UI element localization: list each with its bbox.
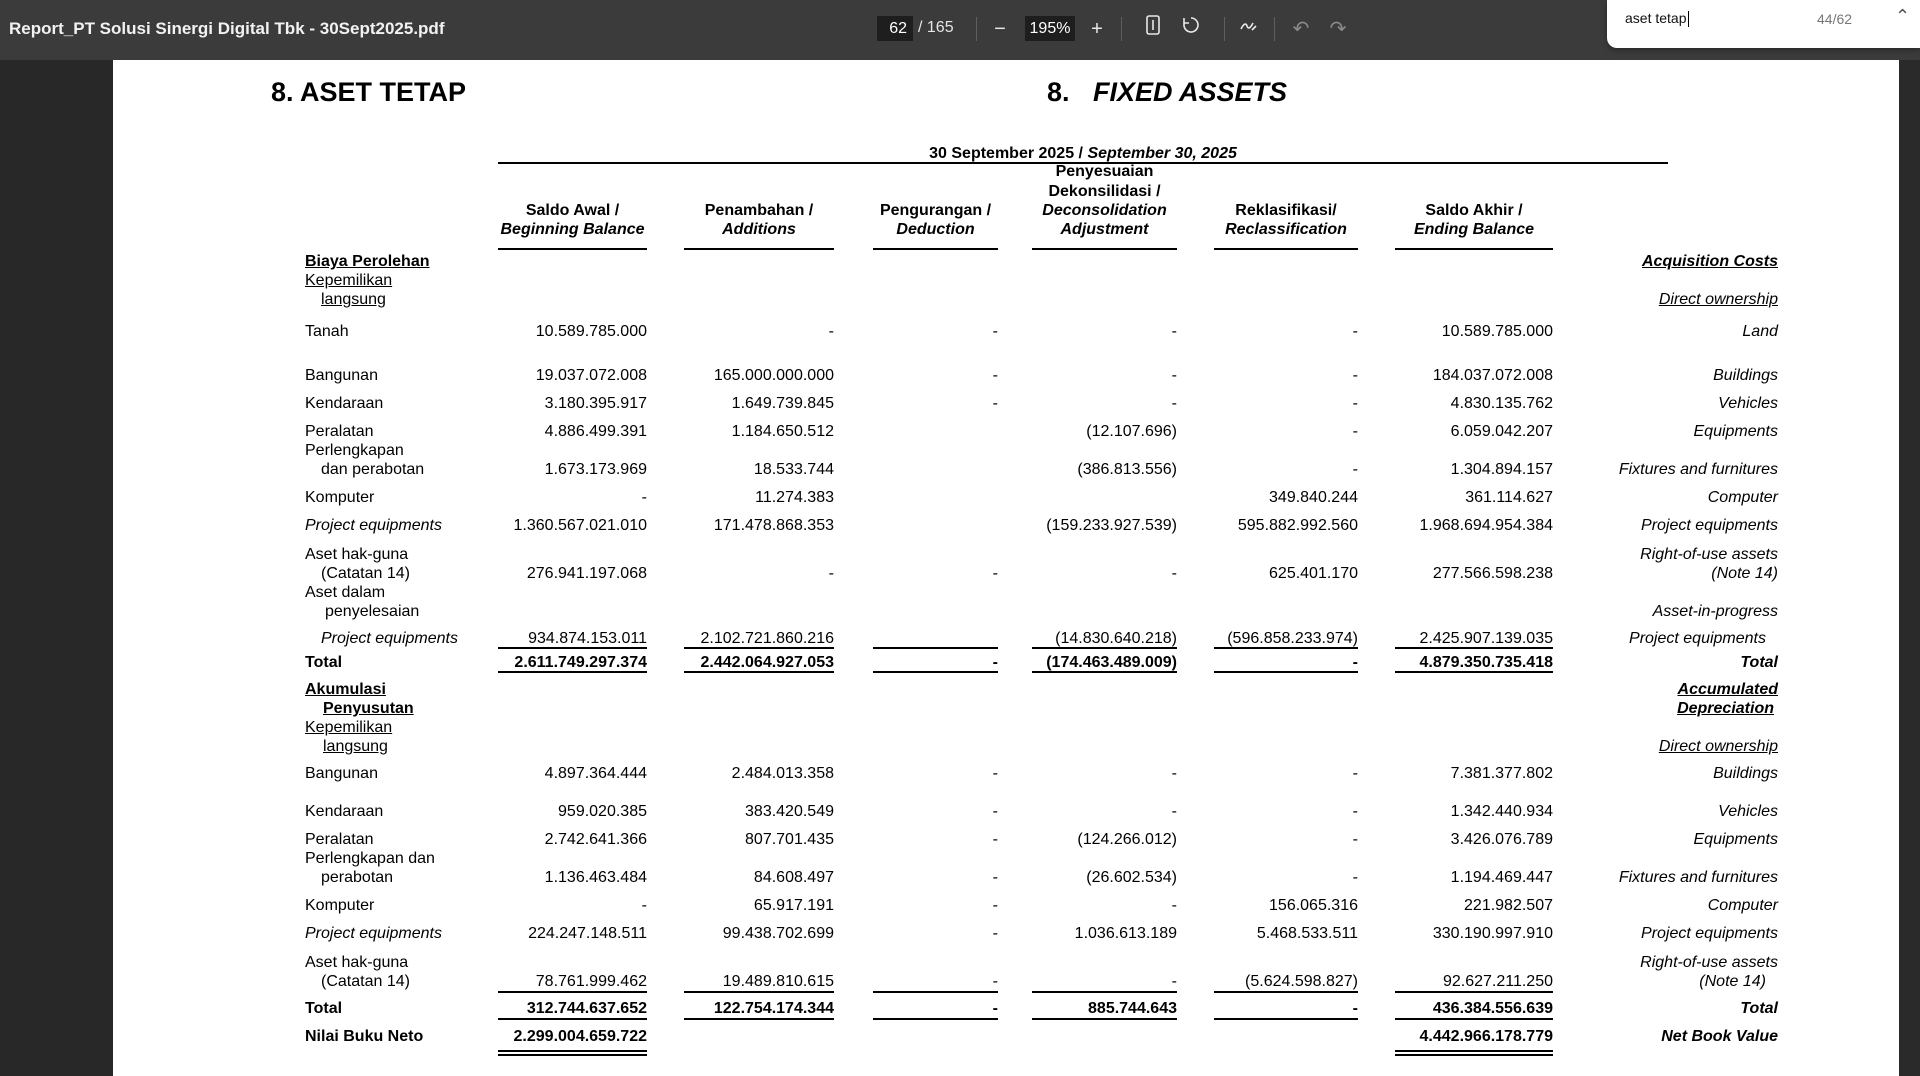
table-row-value: 2.425.907.139.035 xyxy=(1419,630,1553,647)
table-row-value: 78.761.999.462 xyxy=(535,973,647,990)
row-label: Komputer xyxy=(305,489,375,506)
table-row-value: 625.401.170 xyxy=(1269,565,1358,582)
total-rule xyxy=(1032,1018,1177,1020)
row-label: Komputer xyxy=(305,897,375,914)
row-label-en: Fixtures and furnitures xyxy=(1618,461,1778,478)
table-row-value: 361.114.627 xyxy=(1465,489,1553,506)
total-label: Total xyxy=(305,654,343,671)
table-row-value: - xyxy=(1352,395,1358,412)
table-row-value: - xyxy=(1352,461,1358,478)
table-row-value: 4.886.499.391 xyxy=(544,423,647,440)
column-header-rule xyxy=(1214,248,1358,250)
net-book-value: 2.299.004.659.722 xyxy=(513,1028,647,1045)
double-rule xyxy=(498,1050,647,1052)
row-label-en: Computer xyxy=(1707,897,1778,914)
table-row-value: - xyxy=(992,323,998,340)
subsection-label: langsung xyxy=(321,291,386,308)
column-header: Dekonsilidasi / xyxy=(1048,183,1161,200)
row-label: Project equipments xyxy=(321,630,458,647)
table-row-value: 349.840.244 xyxy=(1269,489,1358,506)
table-row-value: 3.180.395.917 xyxy=(544,395,647,412)
section-heading-en: FIXED ASSETS xyxy=(1093,77,1288,107)
table-row-value: 2.742.641.366 xyxy=(544,831,647,848)
row-label-en: (Note 14) xyxy=(1711,565,1778,582)
subsection-label-en: Direct ownership xyxy=(1658,291,1778,308)
table-row-value: 5.468.533.511 xyxy=(1256,925,1358,942)
double-rule xyxy=(498,1054,647,1056)
table-row-value: - xyxy=(992,803,998,820)
toolbar-divider xyxy=(1224,17,1225,41)
table-row-value: - xyxy=(1171,367,1177,384)
subtotal-rule xyxy=(1032,647,1177,649)
search-result-count: 44/62 xyxy=(1817,11,1853,27)
row-label: penyelesaian xyxy=(325,603,420,620)
subtotal-rule xyxy=(684,991,834,993)
table-row-value: - xyxy=(1171,803,1177,820)
total-rule xyxy=(1395,671,1553,673)
column-header: Adjustment xyxy=(1060,221,1149,238)
row-label: Perlengkapan dan xyxy=(305,850,435,867)
row-label-en: Equipments xyxy=(1693,423,1778,440)
total-row-value: 2.611.749.297.374 xyxy=(514,654,647,671)
total-row-value: 122.754.174.344 xyxy=(713,1000,834,1017)
table-row-value: 65.917.191 xyxy=(753,897,834,914)
subtotal-rule xyxy=(498,647,647,649)
table-row-value: (386.813.556) xyxy=(1077,461,1177,478)
column-header: Saldo Awal / xyxy=(525,202,620,219)
total-row-value: 312.744.637.652 xyxy=(526,1000,647,1017)
zoom-out-icon[interactable]: − xyxy=(994,18,1006,40)
column-header: Deduction xyxy=(896,221,975,238)
table-row-value: - xyxy=(1171,765,1177,782)
subtotal-rule xyxy=(1395,647,1553,649)
table-row-value: - xyxy=(828,323,834,340)
column-header: Deconsolidation xyxy=(1042,202,1167,219)
table-row-value: 92.627.211.250 xyxy=(1442,973,1553,990)
section-label: Penyusutan xyxy=(323,700,414,717)
row-label: Bangunan xyxy=(305,765,378,782)
page-total: / 165 xyxy=(918,19,954,36)
section-label: Akumulasi xyxy=(305,681,386,698)
row-label-en: Buildings xyxy=(1713,765,1778,782)
total-rule xyxy=(1214,671,1358,673)
table-row-value: 171.478.868.353 xyxy=(713,517,834,534)
table-row-value: 224.247.148.511 xyxy=(528,925,647,942)
table-row-value: (14.830.640.218) xyxy=(1055,630,1177,647)
chevron-up-icon[interactable]: ⌃ xyxy=(1895,6,1911,26)
row-label: Project equipments xyxy=(305,925,442,942)
table-row-value: 959.020.385 xyxy=(558,803,647,820)
row-label-en: Vehicles xyxy=(1718,803,1778,820)
section-number-en: 8. xyxy=(1047,77,1070,107)
subtotal-rule xyxy=(684,647,834,649)
section-label: Biaya Perolehan xyxy=(305,253,430,270)
row-label: dan perabotan xyxy=(321,461,425,478)
table-row-value: 99.438.702.699 xyxy=(722,925,834,942)
table-row-value: - xyxy=(1171,565,1177,582)
row-label-en: Right-of-use assets xyxy=(1640,954,1778,971)
pdf-page xyxy=(113,60,1899,1076)
subtotal-rule xyxy=(498,991,647,993)
column-header-rule xyxy=(684,248,834,250)
row-label-en: Project equipments xyxy=(1641,517,1778,534)
row-label-en: Equipments xyxy=(1693,831,1778,848)
table-row-value: 807.701.435 xyxy=(745,831,834,848)
row-label-en: Land xyxy=(1742,323,1778,340)
table-row-value: - xyxy=(641,897,647,914)
subtotal-rule xyxy=(873,991,998,993)
table-row-value: 7.381.377.802 xyxy=(1450,765,1553,782)
total-row-value: - xyxy=(1352,1000,1358,1017)
table-row-value: - xyxy=(828,565,834,582)
row-label: Tanah xyxy=(305,323,349,340)
table-row-value: - xyxy=(1352,323,1358,340)
row-label: Aset dalam xyxy=(305,584,386,601)
scrollbar[interactable] xyxy=(1899,60,1920,1076)
table-row-value: - xyxy=(992,395,998,412)
row-label: (Catatan 14) xyxy=(321,565,410,582)
row-label-en: Project equipments xyxy=(1641,925,1778,942)
table-row-value: - xyxy=(1171,395,1177,412)
column-header-rule xyxy=(1032,248,1177,250)
column-header: Penambahan / xyxy=(704,202,814,219)
table-row-value: 165.000.000.000 xyxy=(713,367,834,384)
fit-page-icon[interactable] xyxy=(1139,14,1167,44)
column-header-rule xyxy=(873,248,998,250)
column-header: Penyesuaian xyxy=(1055,163,1154,180)
table-row-value: - xyxy=(1171,323,1177,340)
table-row-value: 2.102.721.860.216 xyxy=(700,630,834,647)
row-label: Aset hak-guna xyxy=(305,954,409,971)
table-row-value: 156.065.316 xyxy=(1269,897,1358,914)
page-number-input[interactable]: 62 xyxy=(877,16,913,41)
table-row-value: - xyxy=(992,973,998,990)
table-row-value: (159.233.927.539) xyxy=(1046,517,1177,534)
table-row-value: - xyxy=(1352,367,1358,384)
table-row-value: - xyxy=(1352,831,1358,848)
table-row-value: (124.266.012) xyxy=(1077,831,1177,848)
table-row-value: - xyxy=(992,367,998,384)
total-rule xyxy=(873,671,998,673)
total-label-en: Total xyxy=(1740,1000,1778,1017)
column-header: Reclassification xyxy=(1225,221,1347,238)
toolbar-divider xyxy=(1121,17,1122,41)
subsection-label: Kepemilikan xyxy=(305,719,393,736)
table-row-value: 84.608.497 xyxy=(753,869,834,886)
table-row-value: - xyxy=(1171,897,1177,914)
row-label-en: Asset-in-progress xyxy=(1652,603,1778,620)
table-row-value: 11.274.383 xyxy=(755,489,834,506)
column-header: Ending Balance xyxy=(1413,221,1535,238)
table-row-value: 19.037.072.008 xyxy=(535,367,647,384)
table-row-value: - xyxy=(992,831,998,848)
table-row-value: - xyxy=(992,765,998,782)
total-label: Nilai Buku Neto xyxy=(305,1028,424,1045)
total-row-value: 4.879.350.735.418 xyxy=(1419,654,1553,671)
total-label-en: Total xyxy=(1740,654,1778,671)
total-row-value: - xyxy=(992,654,998,671)
subsection-label: langsung xyxy=(323,738,388,755)
table-row-value: 4.897.364.444 xyxy=(544,765,647,782)
table-row-value: - xyxy=(992,897,998,914)
row-label: Bangunan xyxy=(305,367,378,384)
redo-icon[interactable]: ↷ xyxy=(1329,18,1347,40)
table-row-value: 1.304.894.157 xyxy=(1450,461,1553,478)
double-rule xyxy=(1395,1050,1553,1052)
column-header: Saldo Akhir / xyxy=(1425,202,1523,219)
row-label-en: Right-of-use assets xyxy=(1640,546,1778,563)
table-row-value: 1.184.650.512 xyxy=(731,423,834,440)
table-row-value: 383.420.549 xyxy=(745,803,834,820)
table-row-value: 330.190.997.910 xyxy=(1432,925,1553,942)
column-header-rule xyxy=(498,248,647,250)
row-label: (Catatan 14) xyxy=(321,973,410,990)
table-row-value: 1.136.463.484 xyxy=(544,869,647,886)
subsection-label: Kepemilikan xyxy=(305,272,393,289)
column-header: Additions xyxy=(722,221,796,238)
table-row-value: - xyxy=(992,925,998,942)
undo-icon[interactable]: ↶ xyxy=(1292,18,1310,40)
table-row-value: 6.059.042.207 xyxy=(1450,423,1553,440)
subtotal-rule xyxy=(1214,991,1358,993)
table-row-value: 10.589.785.000 xyxy=(535,323,647,340)
table-row-value: 18.533.744 xyxy=(753,461,834,478)
table-row-value: - xyxy=(992,869,998,886)
row-label: Kendaraan xyxy=(305,395,384,412)
table-row-value: (26.602.534) xyxy=(1086,869,1177,886)
row-label: Perlengkapan xyxy=(305,442,404,459)
row-label: Aset hak-guna xyxy=(305,546,409,563)
table-row-value: (12.107.696) xyxy=(1086,423,1177,440)
table-row-value: - xyxy=(992,565,998,582)
find-bar xyxy=(1607,0,1920,48)
table-row-value: 276.941.197.068 xyxy=(526,565,647,582)
column-header: Pengurangan / xyxy=(879,202,992,219)
net-book-value: 4.442.966.178.779 xyxy=(1419,1028,1553,1045)
row-label-en: (Note 14) xyxy=(1699,973,1766,990)
total-label-en: Net Book Value xyxy=(1661,1028,1778,1045)
row-label: Project equipments xyxy=(305,517,442,534)
table-row-value: (596.858.233.974) xyxy=(1227,630,1358,647)
table-row-value: 1.036.613.189 xyxy=(1074,925,1177,942)
row-label: Peralatan xyxy=(305,423,374,440)
column-header: Beginning Balance xyxy=(500,221,645,238)
total-rule xyxy=(684,671,834,673)
row-label: perabotan xyxy=(321,869,394,886)
table-row-value: 595.882.992.560 xyxy=(1237,517,1358,534)
table-row-value: - xyxy=(641,489,647,506)
table-row-value: 1.360.567.021.010 xyxy=(513,517,647,534)
table-row-value: 3.426.076.789 xyxy=(1450,831,1553,848)
row-label-en: Computer xyxy=(1707,489,1778,506)
section-heading-id: 8. ASET TETAP xyxy=(271,77,467,107)
table-row-value: 934.874.153.011 xyxy=(528,630,647,647)
row-label-en: Project equipments xyxy=(1629,630,1766,647)
total-rule xyxy=(1395,1018,1553,1020)
total-rule xyxy=(1214,1018,1358,1020)
table-row-value: 277.566.598.238 xyxy=(1432,565,1553,582)
section-label-en: Acquisition Costs xyxy=(1641,253,1778,270)
subtotal-rule xyxy=(873,647,998,649)
total-row-value: 436.384.556.639 xyxy=(1432,1000,1553,1017)
subtotal-rule xyxy=(1214,647,1358,649)
total-rule xyxy=(498,671,647,673)
table-row-value: 19.489.810.615 xyxy=(722,973,834,990)
section-label-en: Depreciation xyxy=(1677,700,1774,717)
section-label-en: Accumulated xyxy=(1677,681,1778,698)
rotate-icon[interactable] xyxy=(1177,14,1205,44)
row-label-en: Fixtures and furnitures xyxy=(1618,869,1778,886)
total-row-value: 2.442.064.927.053 xyxy=(700,654,834,671)
table-row-value: 2.484.013.358 xyxy=(731,765,834,782)
table-row-value: - xyxy=(1352,869,1358,886)
document-title: Report_PT Solusi Sinergi Digital Tbk - 30Sept2025.pdf xyxy=(9,19,445,38)
total-row-value: (174.463.489.009) xyxy=(1046,654,1177,671)
table-row-value: 184.037.072.008 xyxy=(1432,367,1553,384)
total-rule xyxy=(1032,671,1177,673)
total-rule xyxy=(498,1018,647,1020)
row-label-en: Buildings xyxy=(1713,367,1778,384)
row-label: Kendaraan xyxy=(305,803,384,820)
period-header: 30 September 2025 / September 30, 2025 xyxy=(929,145,1237,162)
toolbar-divider xyxy=(976,17,977,41)
table-row-value: 4.830.135.762 xyxy=(1450,395,1553,412)
subtotal-rule xyxy=(1032,991,1177,993)
column-header: Reklasifikasi/ xyxy=(1235,202,1337,219)
draw-icon[interactable] xyxy=(1235,14,1263,44)
table-row-value: 1.968.694.954.384 xyxy=(1419,517,1553,534)
table-row-value: - xyxy=(1352,765,1358,782)
table-row-value: 221.982.507 xyxy=(1464,897,1553,914)
table-row-value: 1.673.173.969 xyxy=(544,461,647,478)
column-header-rule xyxy=(1395,248,1553,250)
table-row-value: (5.624.598.827) xyxy=(1245,973,1358,990)
total-rule xyxy=(873,1018,998,1020)
row-label-en: Vehicles xyxy=(1718,395,1778,412)
total-row-value: - xyxy=(992,1000,998,1017)
double-rule xyxy=(1395,1054,1553,1056)
total-rule xyxy=(684,1018,834,1020)
table-row-value: 1.194.469.447 xyxy=(1450,869,1553,886)
zoom-level[interactable]: 195% xyxy=(1025,16,1075,41)
toolbar-divider xyxy=(1274,17,1275,41)
subsection-label-en: Direct ownership xyxy=(1658,738,1778,755)
total-row-value: 885.744.643 xyxy=(1088,1000,1177,1017)
table-row-value: 1.342.440.934 xyxy=(1450,803,1553,820)
search-input[interactable]: aset tetap xyxy=(1625,10,1687,26)
table-row-value: 1.649.739.845 xyxy=(731,395,834,412)
table-row-value: - xyxy=(1171,973,1177,990)
total-label: Total xyxy=(305,1000,343,1017)
subtotal-rule xyxy=(1395,991,1553,993)
table-row-value: - xyxy=(1352,423,1358,440)
table-row-value: - xyxy=(1352,803,1358,820)
row-label: Peralatan xyxy=(305,831,374,848)
zoom-in-icon[interactable]: + xyxy=(1091,18,1103,40)
total-row-value: - xyxy=(1352,654,1358,671)
table-row-value: 10.589.785.000 xyxy=(1441,323,1553,340)
